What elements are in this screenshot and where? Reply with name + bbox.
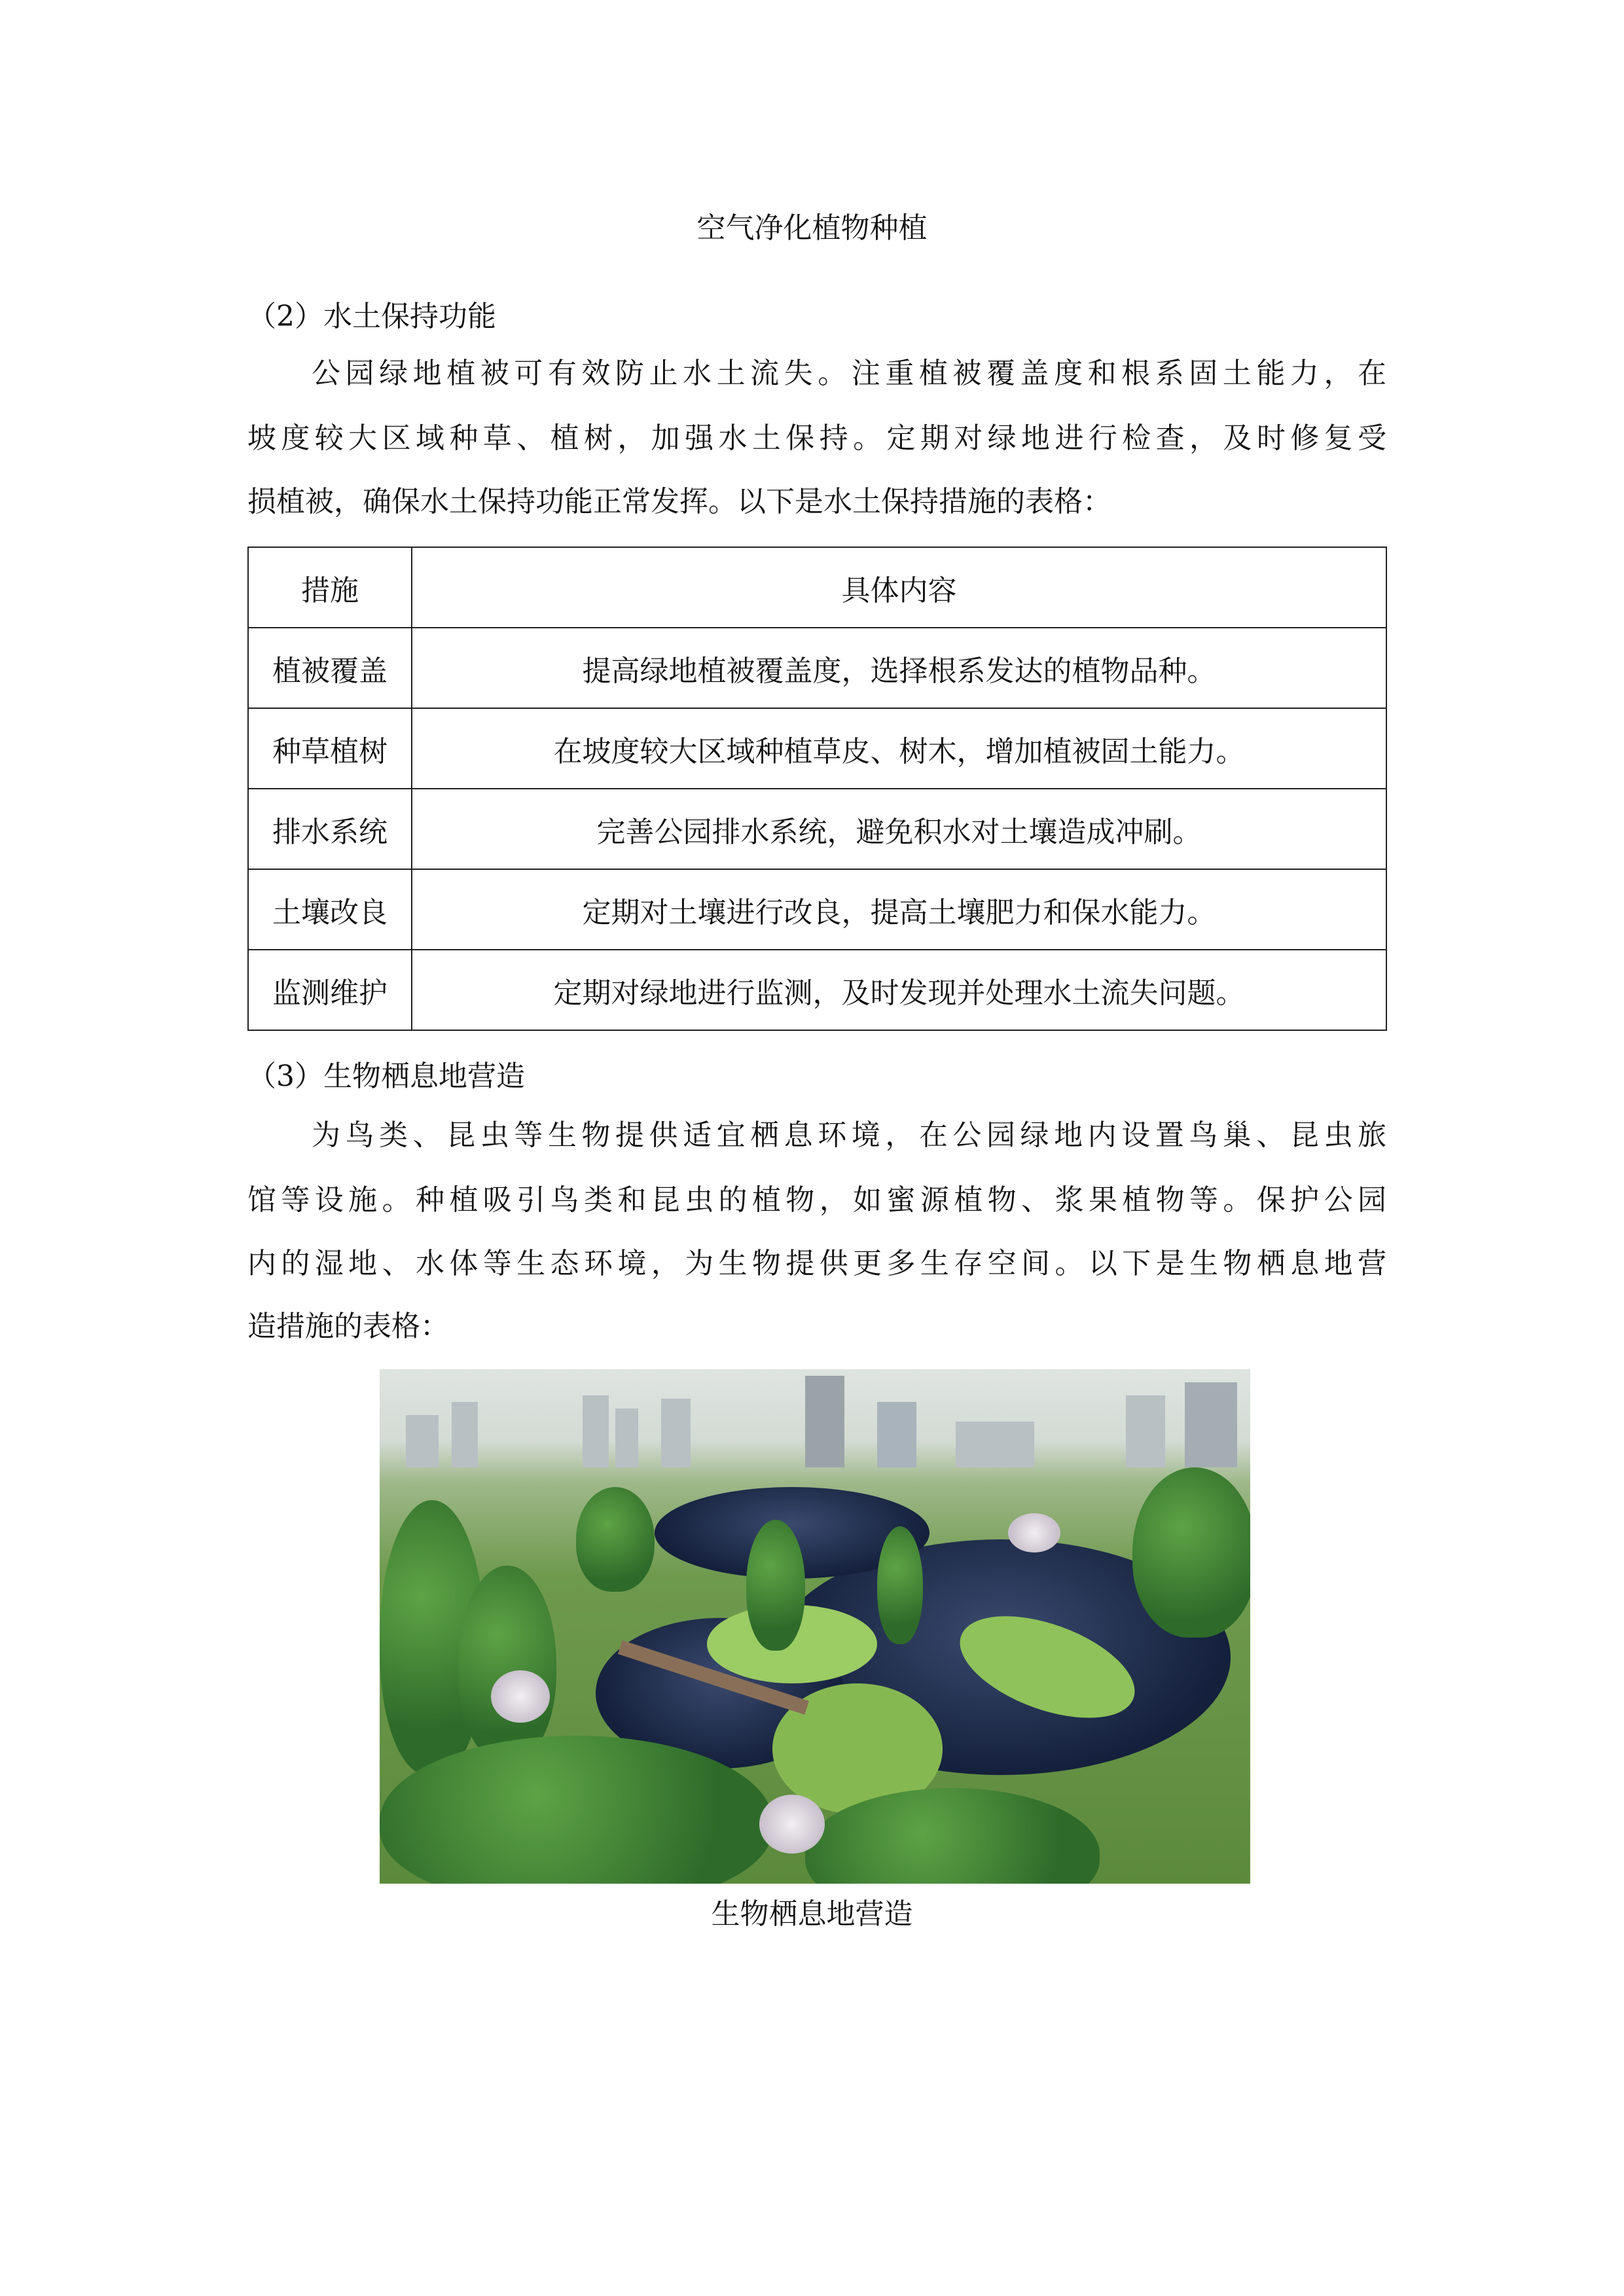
figure-caption-habitat: 生物栖息地营造 (711, 1897, 913, 1931)
content-cell: 完善公园排水系统，避免积水对土壤造成冲刷。 (412, 789, 1386, 869)
paragraph-line: 馆等设施。种植吸引鸟类和昆虫的植物，如蜜源植物、浆果植物等。保护公园 (247, 1183, 1386, 1217)
section-heading-habitat: （3）生物栖息地营造 (247, 1060, 525, 1093)
measure-cell: 植被覆盖 (248, 628, 412, 708)
section-heading-soil-conservation: （2）水土保持功能 (247, 300, 496, 333)
content-cell: 提高绿地植被覆盖度，选择根系发达的植物品种。 (412, 628, 1386, 708)
content-cell: 定期对绿地进行监测，及时发现并处理水土流失问题。 (412, 950, 1386, 1030)
figure-caption-air-purification: 空气净化植物种植 (696, 211, 928, 245)
content-cell: 定期对土壤进行改良，提高土壤肥力和保水能力。 (412, 869, 1386, 950)
table-row (248, 869, 1386, 950)
table-row (248, 789, 1386, 869)
content-cell: 在坡度较大区域种植草皮、树木，增加植被固土能力。 (412, 708, 1386, 789)
header-cell: 措施 (248, 547, 412, 628)
header-cell: 具体内容 (412, 547, 1386, 628)
wetland-park-aerial-photo (380, 1369, 1250, 1884)
table-header-row (248, 547, 1386, 628)
paragraph-line: 造措施的表格： (247, 1310, 449, 1343)
skyline (380, 1369, 1250, 1467)
paragraph-line: 损植被，确保水土保持功能正常发挥。以下是水土保持措施的表格： (247, 485, 1111, 518)
soil-conservation-table (247, 547, 1387, 1031)
table-row (248, 950, 1386, 1030)
measure-cell: 土壤改良 (248, 869, 412, 950)
table-row (248, 708, 1386, 789)
table-row (248, 628, 1386, 708)
paragraph-line: 为鸟类、昆虫等生物提供适宜栖息环境，在公园绿地内设置鸟巢、昆虫旅 (312, 1119, 1386, 1152)
measure-cell: 种草植树 (248, 708, 412, 789)
paragraph-line: 内的湿地、水体等生态环境，为生物提供更多生存空间。以下是生物栖息地营 (247, 1247, 1386, 1280)
paragraph-line: 坡度较大区域种草、植树，加强水土保持。定期对绿地进行检查，及时修复受 (247, 422, 1386, 455)
paragraph-line: 公园绿地植被可有效防止水土流失。注重植被覆盖度和根系固土能力，在 (312, 357, 1386, 390)
measure-cell: 排水系统 (248, 789, 412, 869)
measure-cell: 监测维护 (248, 950, 412, 1030)
